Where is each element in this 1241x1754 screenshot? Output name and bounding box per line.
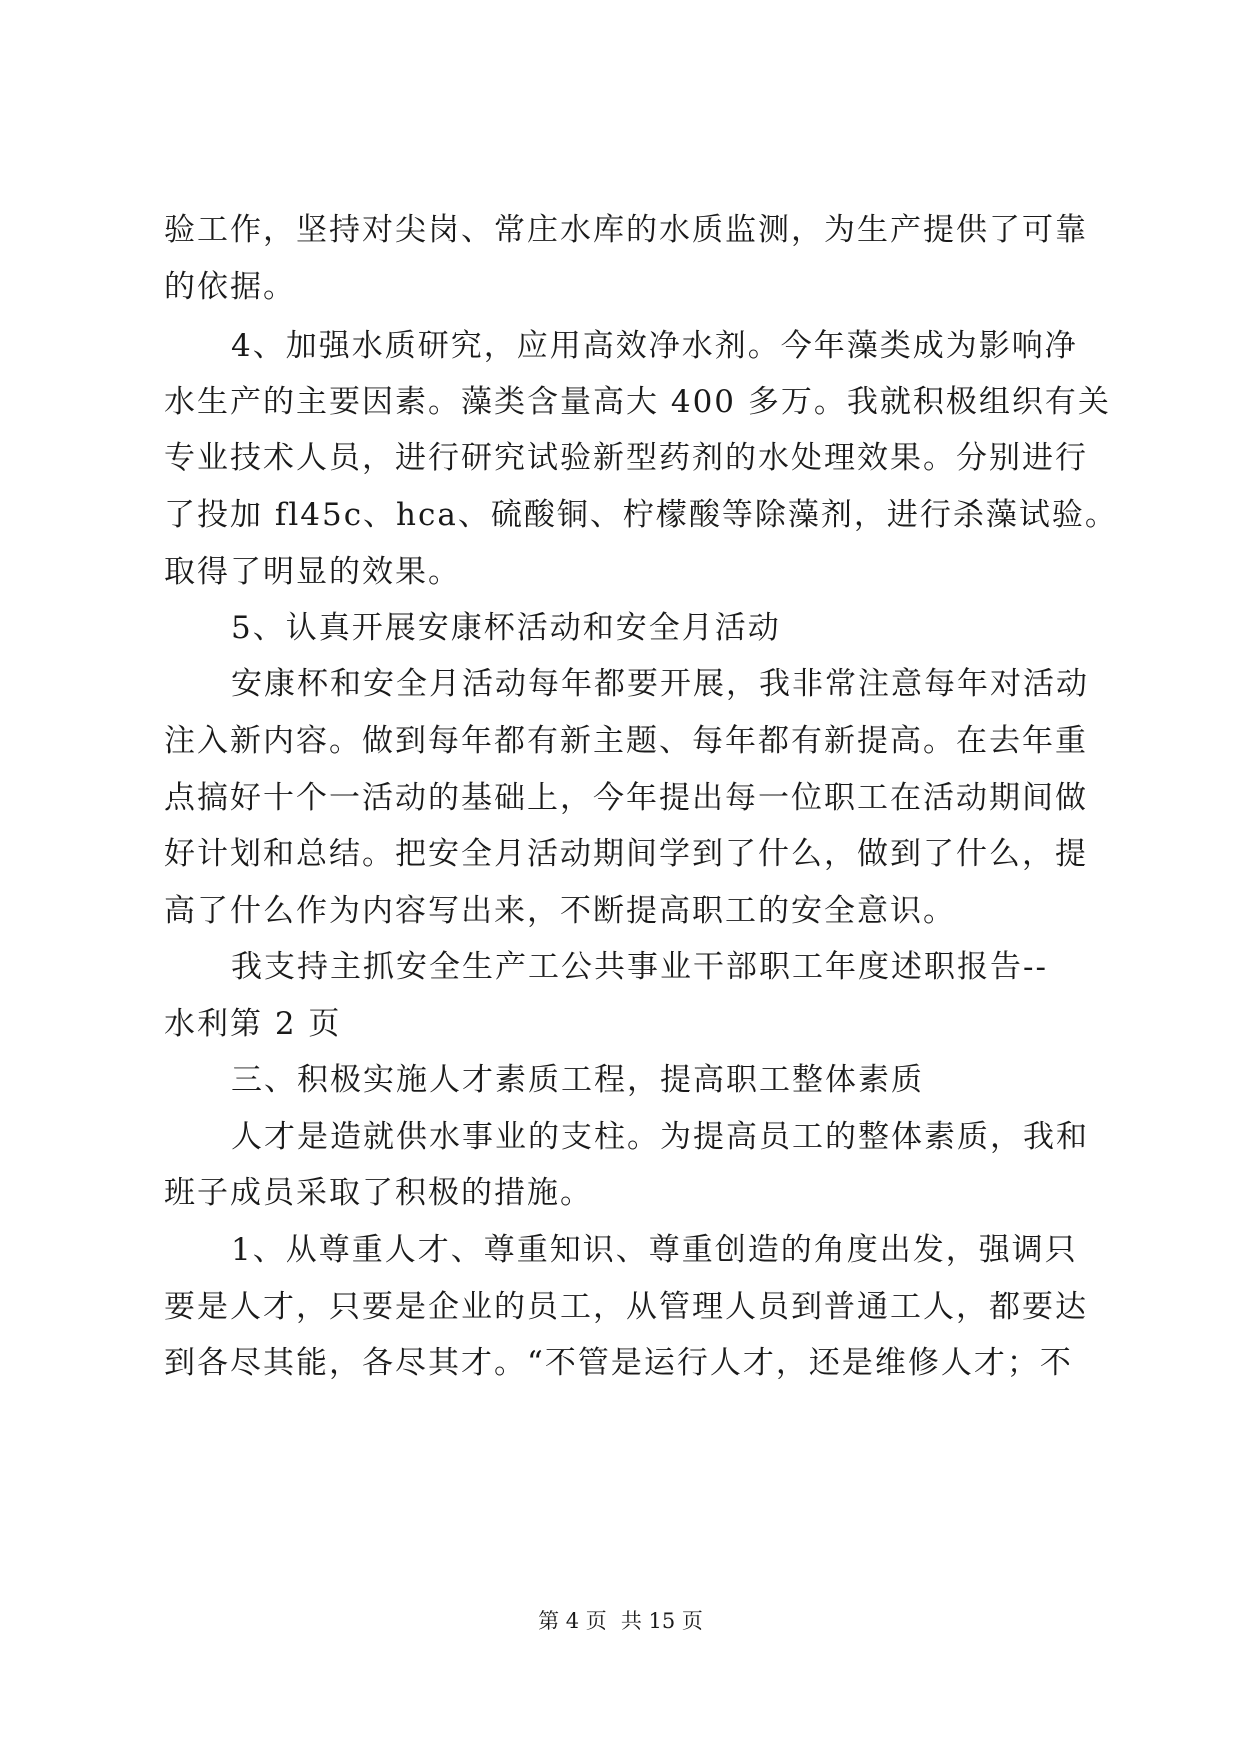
text-line-20: 要是人才，只要是企业的员工，从管理人员到普通工人，都要达 (164, 1289, 1088, 1325)
text-line-19: 1、从尊重人才、尊重知识、尊重创造的角度出发，强调只 (231, 1232, 1078, 1268)
text-line-5: 专业技术人员，进行研究试验新型药剂的水处理效果。分别进行 (164, 440, 1088, 476)
text-line-4: 水生产的主要因素。藻类含量高大 400 多万。我就积极组织有关 (164, 384, 1111, 420)
text-line-17: 人才是造就供水事业的支柱。为提高员工的整体素质，我和 (231, 1119, 1089, 1155)
text-line-3: 4、加强水质研究，应用高效净水剂。今年藻类成为影响净 (231, 328, 1078, 364)
text-line-7: 取得了明显的效果。 (164, 554, 461, 590)
text-line-16: 三、积极实施人才素质工程，提高职工整体素质 (231, 1062, 924, 1098)
text-line-11: 点搞好十个一活动的基础上，今年提出每一位职工在活动期间做 (164, 780, 1088, 816)
page-total: 共 15 页 (620, 1609, 703, 1633)
text-line-14: 我支持主抓安全生产工公共事业干部职工年度述职报告-- (231, 949, 1048, 985)
text-line-10: 注入新内容。做到每年都有新主题、每年都有新提高。在去年重 (164, 723, 1088, 759)
text-line-8: 5、认真开展安康杯活动和安全月活动 (231, 610, 781, 646)
text-line-6: 了投加 fl45c、hca、硫酸铜、柠檬酸等除藻剂，进行杀藻试验。 (164, 497, 1118, 533)
text-line-21: 到各尽其能，各尽其才。“不管是运行人才，还是维修人才；不 (164, 1345, 1073, 1381)
page-number: 第 4 页 (538, 1609, 607, 1633)
text-line-9: 安康杯和安全月活动每年都要开展，我非常注意每年对活动 (231, 666, 1089, 702)
text-line-15: 水利第 2 页 (164, 1006, 342, 1042)
text-line-2: 的依据。 (164, 269, 296, 305)
text-line-18: 班子成员采取了积极的措施。 (164, 1175, 593, 1211)
page-footer (0, 1606, 1241, 1636)
text-line-12: 好计划和总结。把安全月活动期间学到了什么，做到了什么，提 (164, 836, 1088, 872)
text-line-13: 高了什么作为内容写出来，不断提高职工的安全意识。 (164, 893, 956, 929)
text-line-1: 验工作，坚持对尖岗、常庄水库的水质监测，为生产提供了可靠 (164, 212, 1088, 248)
